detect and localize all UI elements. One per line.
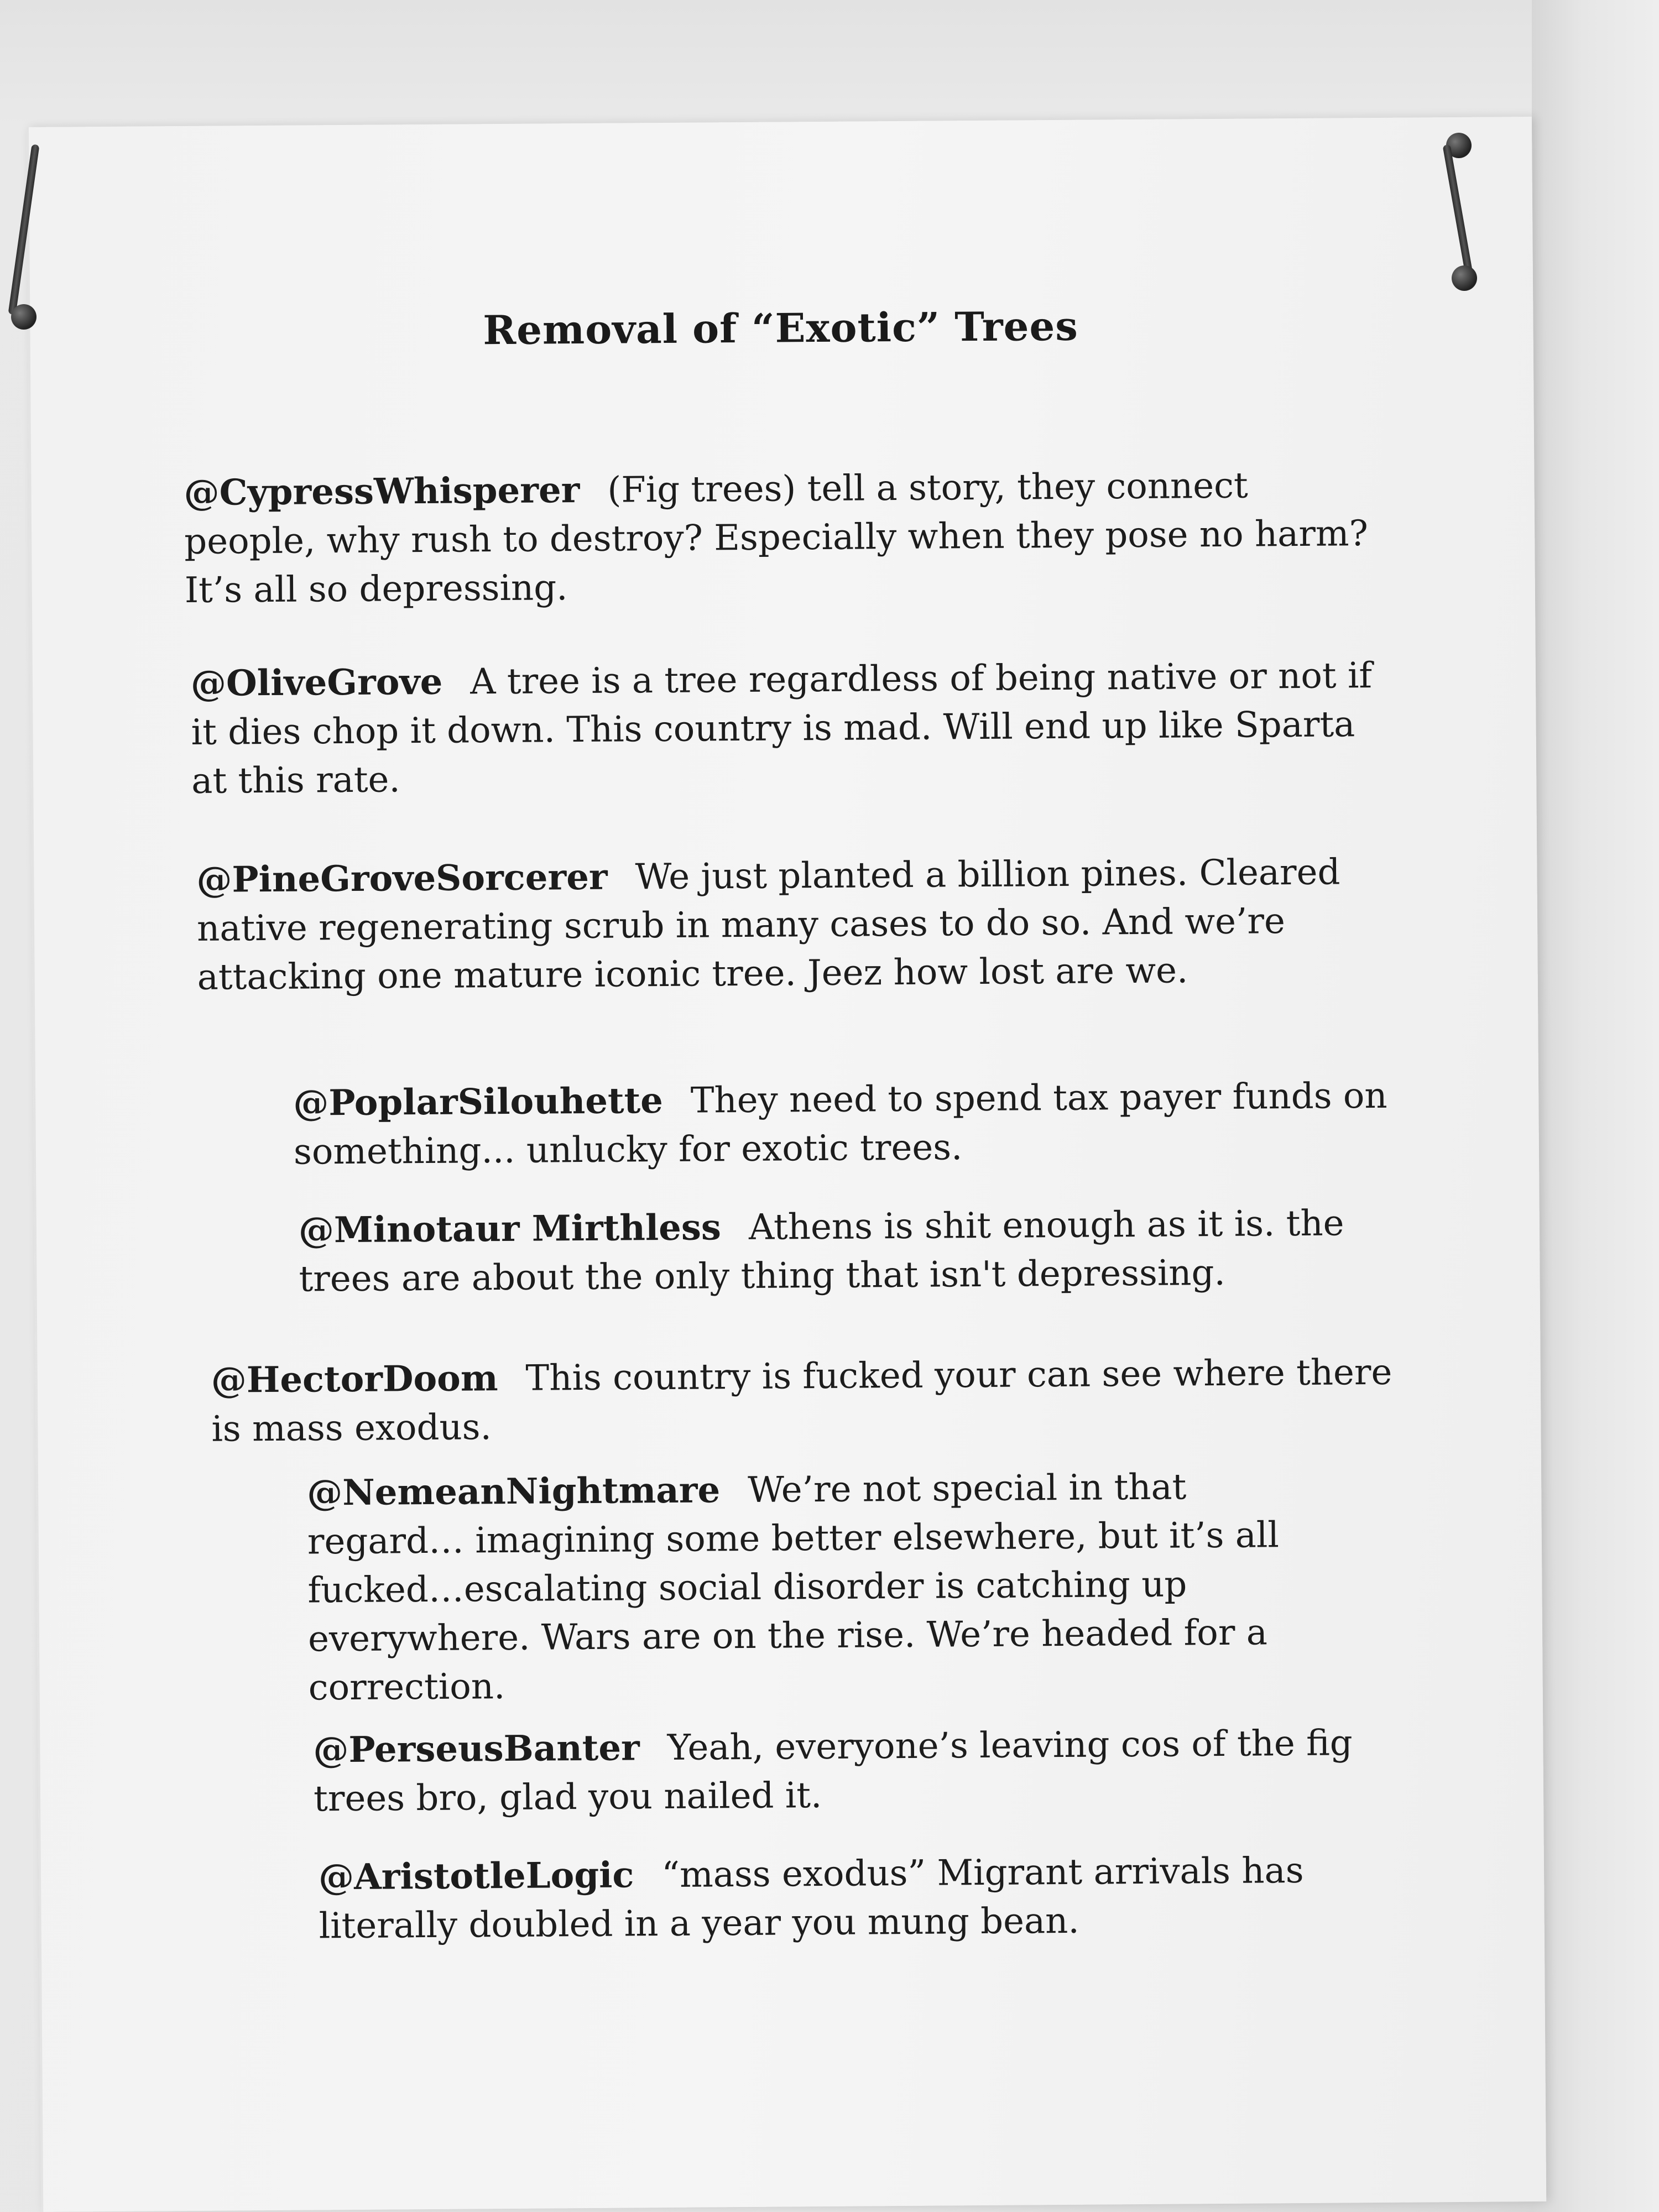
page-title: Removal of “Exotic” Trees xyxy=(483,302,1079,354)
wall-top xyxy=(0,0,1659,127)
comment-handle: @CypressWhisperer xyxy=(184,469,580,514)
comment-handle: @NemeanNightmare xyxy=(306,1469,721,1514)
comment-handle: @PerseusBanter xyxy=(313,1727,640,1771)
comment-text: We’re not special in that regard… imagining some better elsewhere, but it’s all fucked…escalating social disorder is catching up everywhere. Wars are on the rise. We’re headed for a correction. xyxy=(307,1467,1280,1709)
pin-head xyxy=(11,304,36,330)
pin-icon xyxy=(11,138,36,164)
comment-text: They need to spend tax payer funds on something... unlucky for exotic trees. xyxy=(293,1075,1387,1173)
pin-head xyxy=(1452,265,1477,291)
comment-text: Yeah, everyone’s leaving cos of the fig trees bro, glad you nailed it. xyxy=(313,1723,1353,1820)
comment-text: A tree is a tree regardless of being native or not if it dies chop it down. This country is mad. Will end up like Sparta at this rate. xyxy=(191,655,1373,802)
comment-text: (Fig trees) tell a story, they connect people, why rush to destroy? Especially when they pose no harm? It’s all so depressing. xyxy=(184,465,1369,612)
comment-handle: @AristotleLogic xyxy=(318,1854,634,1898)
reply-comment xyxy=(319,1845,1425,1950)
comment xyxy=(184,461,1379,615)
comment-text: We just planted a billion pines. Cleared native regenerating scrub in many cases to do so. And we’re attacking one mature iconic tree. Jeez how lost are we. xyxy=(196,852,1340,998)
comment-text: Athens is shit enough as it is. the trees are about the only thing that isn't depressing. xyxy=(299,1203,1344,1300)
comment xyxy=(191,651,1386,806)
pin-icon xyxy=(1446,133,1472,158)
reply-comment xyxy=(293,1072,1389,1177)
comment-handle: @PoplarSilouhette xyxy=(293,1080,664,1124)
comment-text: “mass exodus” Migrant arrivals has literally doubled in a year you mung bean. xyxy=(319,1850,1304,1947)
comment-handle: @HectorDoom xyxy=(211,1358,498,1401)
reply-comment xyxy=(299,1199,1400,1304)
comment-handle: @Minotaur Mirthless xyxy=(298,1207,722,1251)
reply-comment xyxy=(307,1462,1348,1712)
comment-handle: @PineGroveSorcerer xyxy=(196,856,608,901)
reply-comment xyxy=(313,1719,1414,1824)
comment-text: This country is fucked your can see where there is mass exodus. xyxy=(211,1352,1392,1450)
paper-content xyxy=(27,117,1546,2212)
paper-sheet xyxy=(27,117,1546,2212)
comment xyxy=(196,848,1381,1002)
comment xyxy=(211,1348,1395,1454)
comment-handle: @OliveGrove xyxy=(190,661,443,705)
wall-right xyxy=(1532,0,1659,2212)
